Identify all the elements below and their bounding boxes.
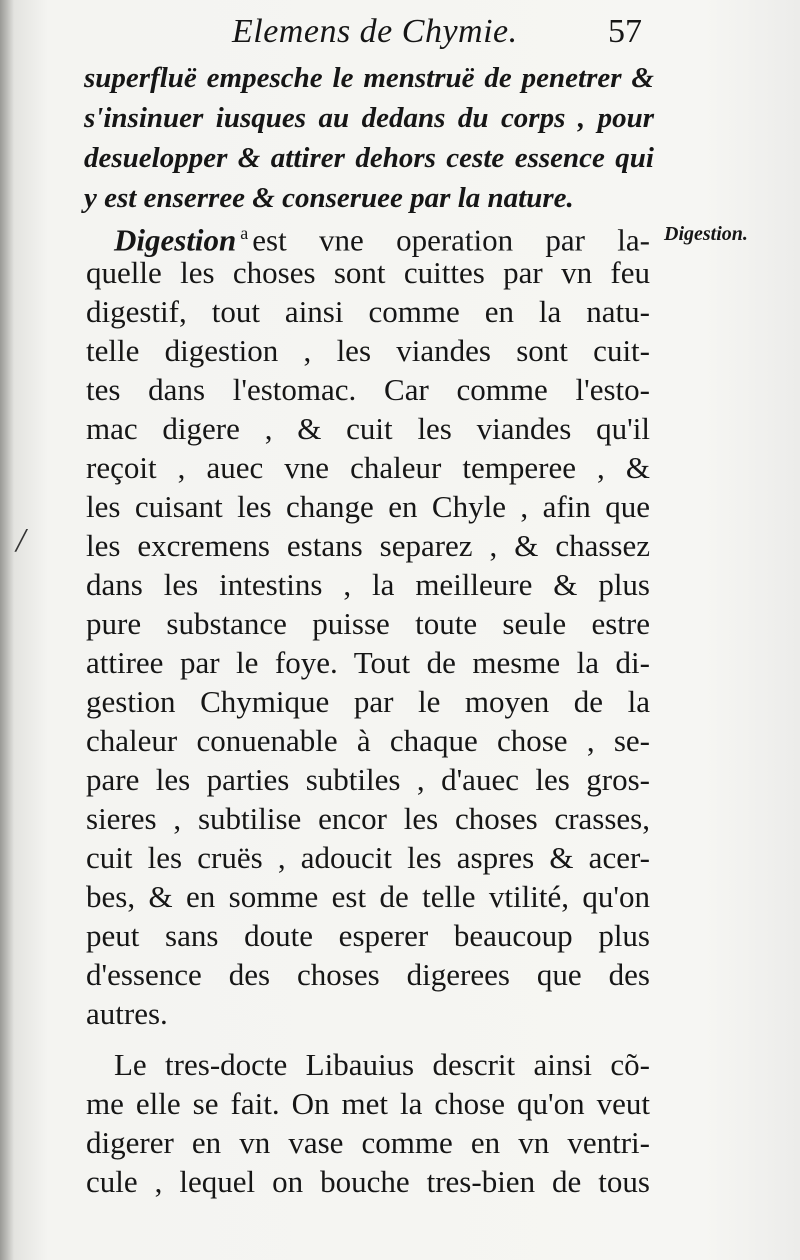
note-reference-mark: a [240,223,249,243]
text-line: les excremens estans separez , & chassez [86,528,650,563]
page-number: 57 [608,13,642,50]
text-line: d'essence des choses digerees que des [86,957,650,992]
text-line: attiree par le foye. Tout de mesme la di- [86,645,650,680]
text-line: mac digere , & cuit les viandes qu'il [86,411,650,446]
page-header [232,12,642,52]
first-line-text: est vne operation par la- [252,222,650,258]
text-line: quelle les choses sont cuittes par vn feu [86,255,650,290]
text-line: pare les parties subtiles , d'auec les gros- [86,762,650,797]
text-line: gestion Chymique par le moyen de la [86,684,650,719]
page-gutter-shadow [0,0,14,1260]
lead-word: Digestion [114,222,237,258]
text-line: cule , lequel on bouche tres-bien de tous [86,1164,650,1199]
text-line: tes dans l'estomac. Car comme l'esto- [86,372,650,407]
paragraph-2 [86,1045,650,1201]
paragraph-first-line [86,214,650,258]
marginal-note: Digestion. [664,223,748,245]
text-line: chaleur conuenable à chaque chose , se- [86,723,650,758]
margin-stroke-mark: / [16,522,26,559]
running-title: Elemens de Chymie. [232,13,518,50]
continued-italic-passage [84,58,654,218]
text-line: sieres , subtilise encor les choses crasses, [86,801,650,836]
text-line: y est enserree & conseruee par la nature. [84,182,574,214]
text-line: s'insinuer iusques au dedans du corps , pour [84,102,654,134]
text-line: dans les intestins , la meilleure & plus [86,567,650,602]
text-line: bes, & en somme est de telle vtilité, qu'on [86,879,650,914]
text-line: digerer en vn vase comme en vn ventri- [86,1125,650,1160]
text-line: telle digestion , les viandes sont cuit- [86,333,650,368]
text-line: me elle se fait. On met la chose qu'on veut [86,1086,650,1121]
text-line: desuelopper & attirer dehors ceste essence qui [84,142,654,174]
text-line: cuit les cruës , adoucit les aspres & acer- [86,840,650,875]
text-line: peut sans doute esperer beaucoup plus [86,918,650,953]
text-line: autres. [86,996,168,1031]
main-text [86,214,650,1201]
text-line: superfluë empesche le menstruë de penetrer & [84,62,654,94]
text-line: digestif, tout ainsi comme en la natu- [86,294,650,329]
text-line: les cuisant les change en Chyle , afin que [86,489,650,524]
text-line: Le tres-docte Libauius descrit ainsi cõ- [114,1047,650,1082]
text-line: pure substance puisse toute seule estre [86,606,650,641]
text-line: reçoit , auec vne chaleur temperee , & [86,450,650,485]
